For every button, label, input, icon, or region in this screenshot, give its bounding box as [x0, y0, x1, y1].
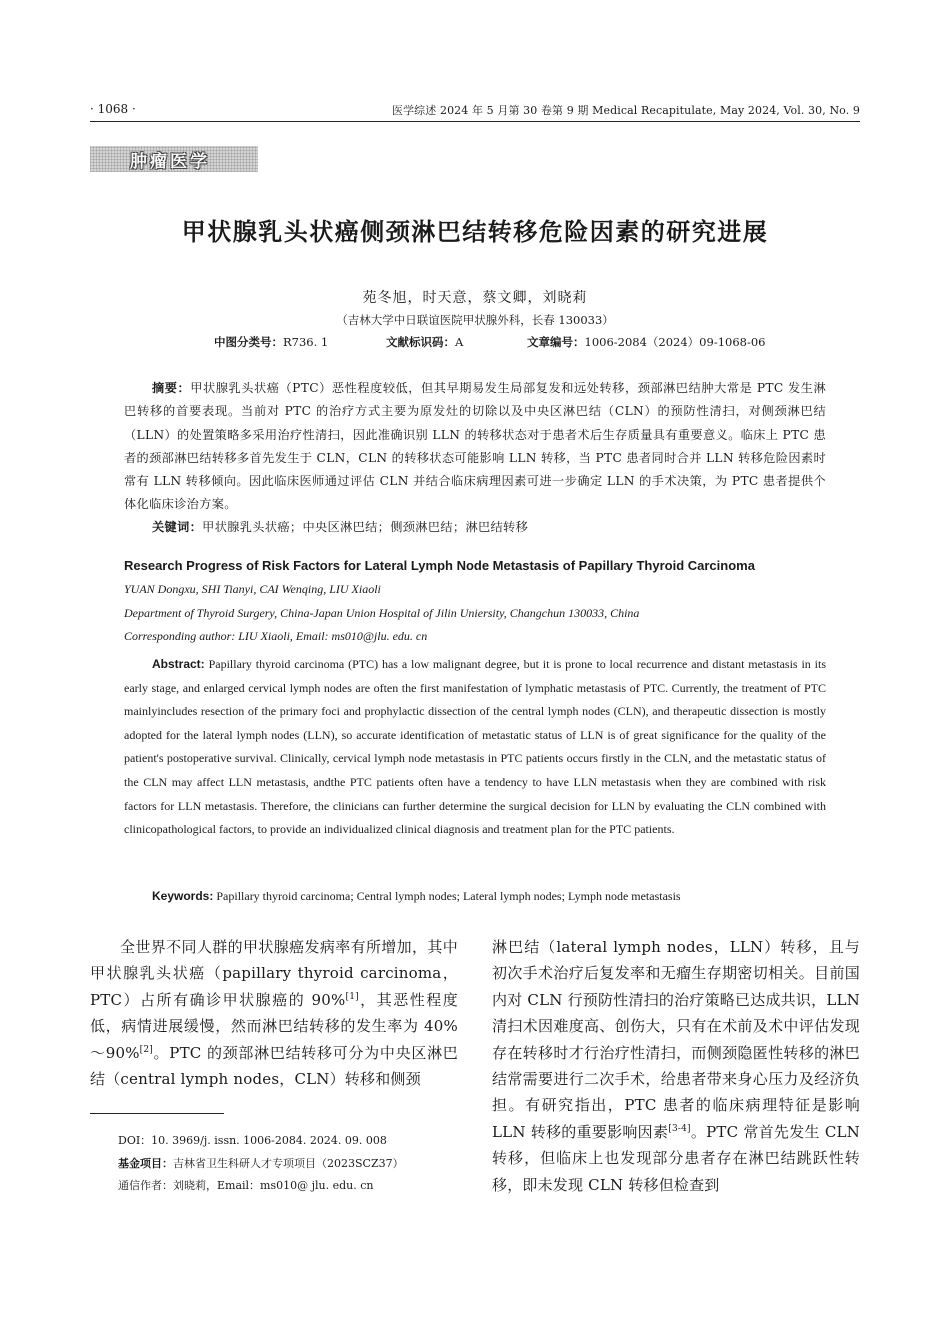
- footnote-rule: [90, 1113, 224, 1114]
- english-abstract: [124, 653, 826, 842]
- article-number: [527, 334, 766, 350]
- english-abstract-label: Abstract:: [152, 657, 205, 671]
- keywords-cn-label: 关键词：: [152, 520, 203, 534]
- doc-code-label: 文献标识码：: [386, 335, 455, 349]
- document-code: [386, 334, 463, 350]
- citation-ref[interactable]: [1]: [345, 991, 359, 1002]
- column-label: 肿瘤医学: [130, 151, 210, 172]
- affiliation: （吉林大学中日联谊医院甲状腺外科，长春 130033）: [336, 313, 614, 327]
- header-rule: [90, 121, 860, 122]
- body-paragraph: 全世界不同人群的甲状腺癌发病率有所增加，其中甲状腺乳头状癌（papillary thyroid carcinoma，PTC）占所有确诊甲状腺癌的 90%[1]，其恶性程度低，病情进展缓慢，然而淋巴结转移的发生率为 40%～90%[2]。PTC 的颈部淋巴结转移可分为中央区淋巴结（central lymph nodes，CLN）转移和侧颈: [90, 938, 459, 1089]
- english-title: Research Progress of Risk Factors for Lateral Lymph Node Metastasis of Papillary Thyroid Carcinoma: [124, 558, 755, 573]
- article-no-label: 文章编号：: [527, 335, 585, 349]
- citation-ref[interactable]: [2]: [139, 1044, 154, 1055]
- footnote-corresponding: 通信作者：刘晓莉，Email：ms010@ jlu. edu. cn: [118, 1179, 374, 1192]
- page-number: · 1068 ·: [90, 102, 136, 116]
- fund-text: 吉林省卫生科研人才专项项目（2023SCZ37）: [173, 1157, 404, 1170]
- citation-ref[interactable]: [3-4]: [668, 1123, 691, 1134]
- clc-number: [214, 334, 328, 350]
- abstract-cn-label: 摘要：: [152, 381, 191, 395]
- english-keywords: [152, 889, 681, 904]
- clc-value: R736. 1: [283, 335, 329, 349]
- english-keywords-label: Keywords:: [152, 889, 214, 903]
- doc-code-value: A: [455, 335, 464, 349]
- body-paragraph: 淋巴结（lateral lymph nodes，LLN）转移，且与初次手术治疗后复发率和无瘤生存期密切相关。目前国内对 CLN 行预防性清扫的治疗策略已达成共识，LLN 清扫术因难度高、创伤大，只有在术前及术中评估发现存在转移时才行治疗性清扫，而侧颈隐匿性转移的淋巴结常需要进行二次手术，给患者带来身心压力及经济负担。有研究指出，PTC 患者的临床病理特征是影响 LLN 转移的重要影响因素[3-4]。PTC 常首先发生 CLN 转移，但临床上也发现部分患者存在淋巴结跳跃性转移，即未发现 CLN 转移但检查到: [492, 938, 860, 1194]
- footnote-doi: DOI：10. 3969/j. issn. 1006-2084. 2024. 09. 008: [118, 1134, 387, 1147]
- body-right-column: [492, 934, 860, 1198]
- keywords-cn-text: 甲状腺乳头状癌；中央区淋巴结；侧颈淋巴结；淋巴结转移: [202, 520, 529, 534]
- english-keywords-text: Papillary thyroid carcinoma; Central lymph nodes; Lateral lymph nodes; Lymph node metastasis: [216, 889, 681, 903]
- abstract-cn-text: 甲状腺乳头状癌（PTC）恶性程度较低，但其早期易发生局部复发和远处转移，颈部淋巴结肿大常是 PTC 发生淋巴转移的首要表现。当前对 PTC 的治疗方式主要为原发灶的切除以及中央区淋巴结（CLN）的预防性清扫，对侧颈淋巴结（LLN）的处置策略多采用治疗性清扫，因此准确识别 LLN 的转移状态对于患者术后生存质量具有重要意义。临床上 PTC 患者的颈部淋巴结转移多首先发生于 CLN，CLN 的转移状态可能影响 LLN 转移，当 PTC 患者同时合并 LLN 转移危险因素时常有 LLN 转移倾向。因此临床医师通过评估 CLN 并结合临床病理因素可进一步确定 LLN 的手术决策，为 PTC 患者提供个体化临床诊治方案。: [124, 381, 826, 512]
- fund-label: 基金项目：: [118, 1157, 173, 1170]
- article-no-value: 1006-2084（2024）09-1068-06: [584, 335, 766, 349]
- english-abstract-text: Papillary thyroid carcinoma (PTC) has a low malignant degree, but it is prone to local recurrence and distant metastasis in its early stage, and enlarged cervical lymph nodes are often the first manifestation of lymphatic metastasis of PTC. Currently, the treatment of PTC mainlyincludes resection of the primary foci and prophylactic dissection of the central lymph nodes (CLN), and therapeutic dissection is mostly adopted for the lateral lymph nodes (LLN), so accurate identification of metastatic status of LLN is of great significance for the quality of the patient's postoperative survival. Clinically, cervical lymph node metastasis in PTC patients occurs firstly in the CLN, and the metastatic status of the CLN may affect LLN metastasis, andthe PTC patients often have a tendency to have LLN metastasis when they are combined with risk factors for LLN metastasis. Therefore, the clinicians can further determine the surgical decision for LLN by evaluating the CLN combined with clinicopathological factors, to provide an individualized clinical diagnosis and treatment plan for the PTC patients.: [124, 657, 827, 837]
- running-head: 医学综述 2024 年 5 月第 30 卷第 9 期 Medical Recapitulate, May 2024, Vol. 30, No. 9: [391, 104, 860, 117]
- authors: 苑冬旭，时天意，蔡文卿，刘晓莉: [362, 290, 588, 306]
- body-left-column: [90, 934, 458, 1092]
- english-corresponding: Corresponding author: LIU Xiaoli, Email: ms010@jlu. edu. cn: [124, 629, 428, 643]
- abstract-cn: [124, 377, 826, 517]
- english-department: Department of Thyroid Surgery, China-Japan Union Hospital of Jilin Uniersity, Changchun 130033, China: [124, 606, 640, 620]
- keywords-cn: [152, 518, 528, 535]
- column-label-badge: [90, 146, 258, 172]
- clc-label: 中图分类号：: [214, 335, 283, 349]
- article-title: 甲状腺乳头状癌侧颈淋巴结转移危险因素的研究进展: [181, 218, 769, 246]
- footnote-fund: [118, 1155, 404, 1171]
- english-authors: YUAN Dongxu, SHI Tianyi, CAI Wenqing, LIU Xiaoli: [124, 582, 381, 596]
